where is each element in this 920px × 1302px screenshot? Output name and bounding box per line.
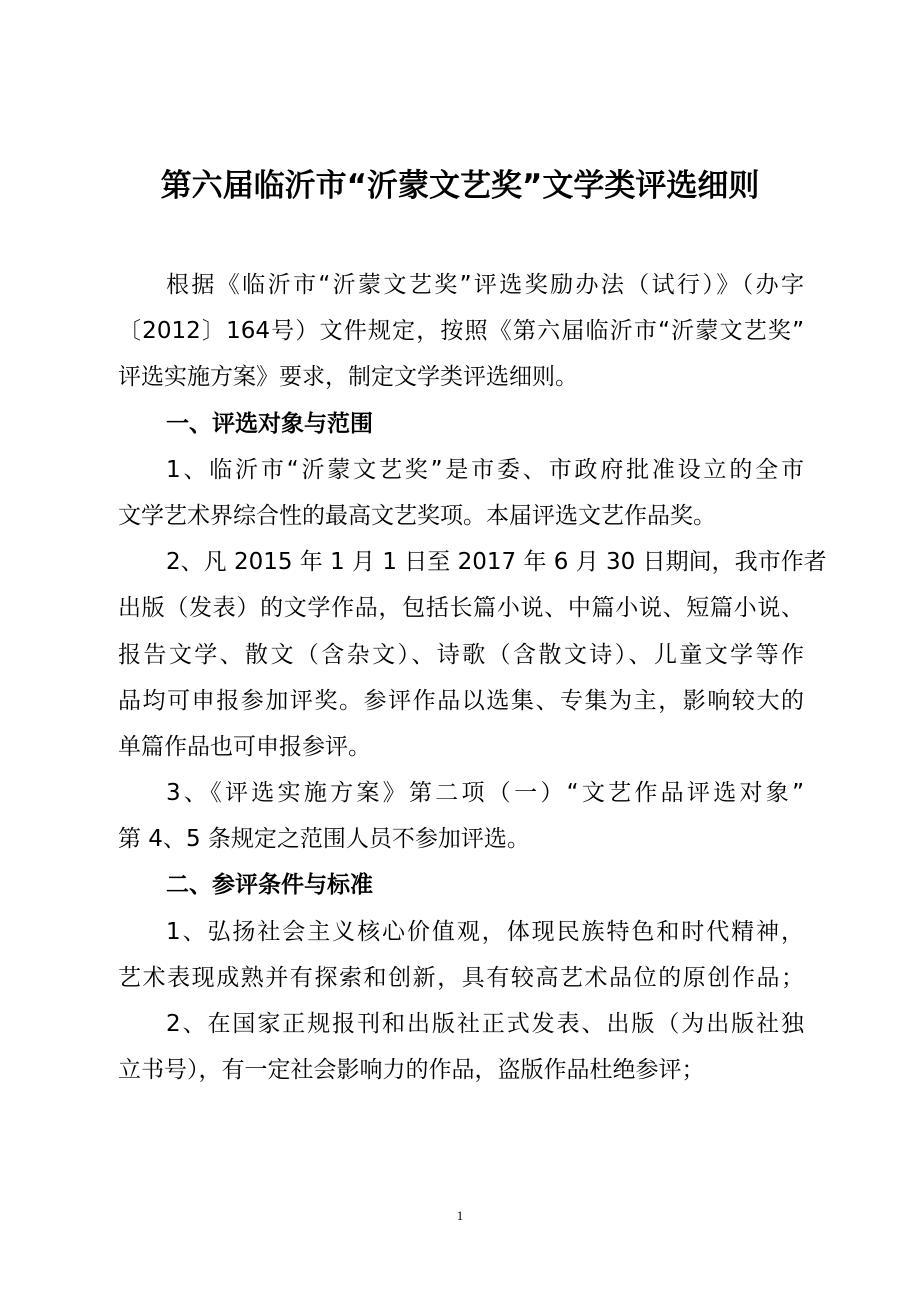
- text-line: 品均可申报参加评奖。参评作品以选集、专集为主，影响较大的: [118, 687, 804, 714]
- text-line: 立书号），有一定社会影响力的作品，盗版作品杜绝参评；: [118, 1057, 705, 1084]
- document-body: [118, 262, 827, 1093]
- text-line: 文学艺术界综合性的最高文艺奖项。本届评选文艺作品奖。: [118, 502, 716, 529]
- section-heading: 一、评选对象与范围: [166, 410, 373, 437]
- text-line: 1、临沂市“沂蒙文艺奖”是市委、市政府批准设立的全市: [166, 456, 804, 483]
- page-number: 1: [456, 1208, 464, 1223]
- text-line: 3、《评选实施方案》第二项（一）“文艺作品评选对象”: [166, 780, 804, 807]
- text-line: 单篇作品也可申报参评。: [118, 733, 371, 760]
- text-line: 根据《临沂市“沂蒙文艺奖”评选奖励办法（试行）》（办字: [166, 272, 804, 298]
- text-line: 〔2012〕164号）文件规定，按照《第六届临沂市“沂蒙文艺奖”: [118, 318, 804, 345]
- section-heading: 二、参评条件与标准: [166, 872, 373, 899]
- text-line: 第 4、5 条规定之范围人员不参加评选。: [118, 826, 530, 853]
- text-line: 1、弘扬社会主义核心价值观，体现民族特色和时代精神，: [166, 918, 804, 945]
- text-line: 2、凡 2015 年 1 月 1 日至 2017 年 6 月 30 日期间，我市作者: [166, 549, 827, 576]
- text-line: 报告文学、散文（含杂文）、诗歌（含散文诗）、儿童文学等作: [118, 641, 804, 668]
- text-line: 出版（发表）的文学作品，包括长篇小说、中篇小说、短篇小说、: [118, 595, 804, 622]
- text-line: 艺术表现成熟并有探索和创新，具有较高艺术品位的原创作品；: [118, 964, 804, 991]
- document-title: 第六届临沂市“沂蒙文艺奖”文学类评选细则: [160, 168, 760, 204]
- text-line: 评选实施方案》要求，制定文学类评选细则。: [118, 364, 578, 391]
- text-line: 2、在国家正规报刊和出版社正式发表、出版（为出版社独: [166, 1011, 804, 1037]
